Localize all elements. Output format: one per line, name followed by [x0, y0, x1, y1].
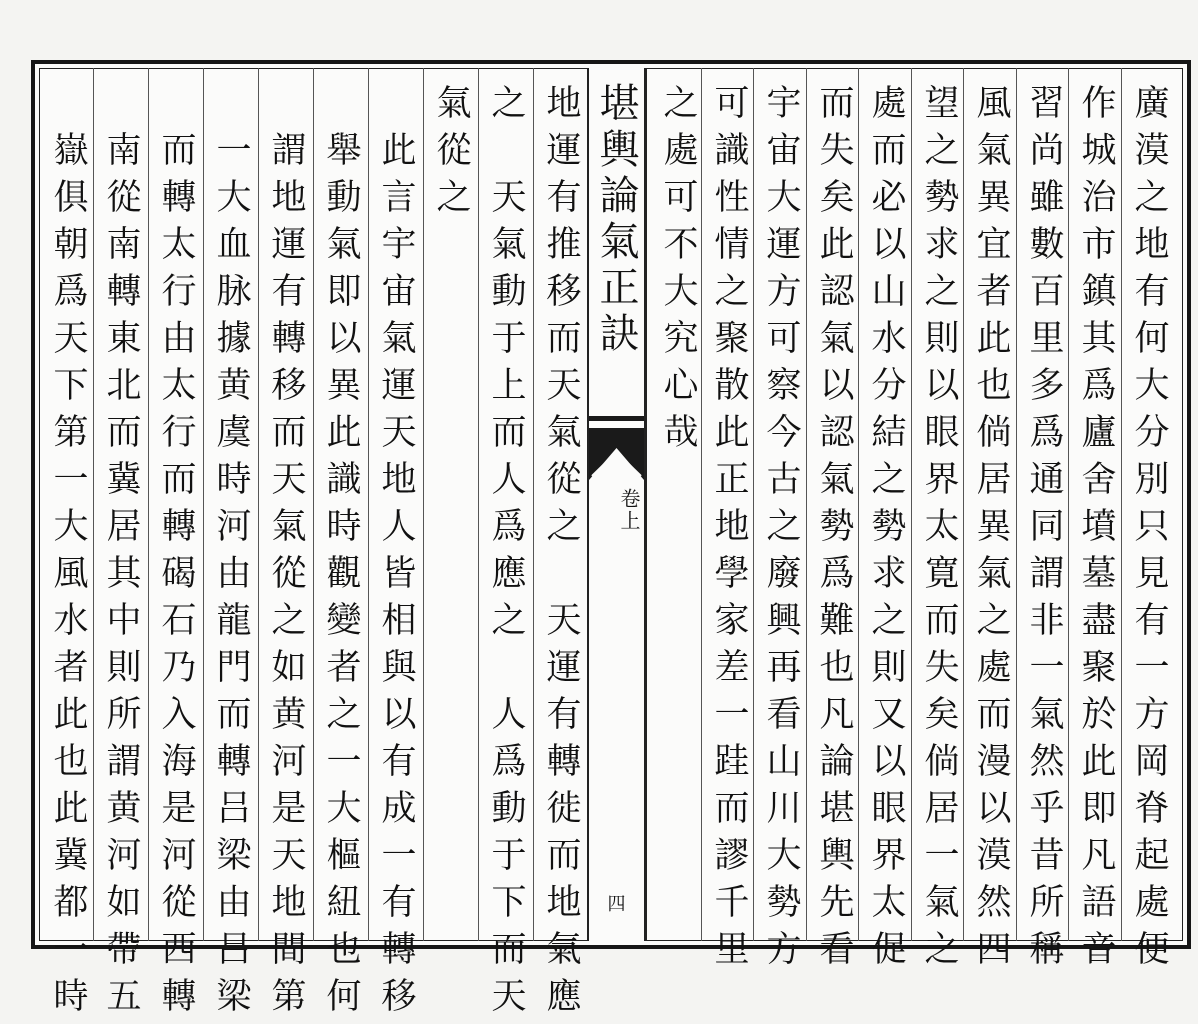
text-column: 作城治市鎮其爲廬舍墳墓盡聚於此即凡語音	[1076, 84, 1116, 977]
text-column: 可識性情之聚散此正地學家差一跬而謬千里	[709, 84, 749, 977]
text-column: 舉動氣即以異此識時觀變者之一大樞紐也何	[321, 84, 361, 1024]
text-column: 宇宙大運方可察今古之廢興再看山川大勢方	[761, 84, 801, 977]
text-column: 地運有推移而天氣從之 天運有轉徙而地氣應	[541, 84, 581, 1024]
column-rule	[911, 68, 912, 941]
column-rule	[258, 68, 259, 941]
fish-tail-ornament-icon	[589, 438, 644, 480]
column-rule	[93, 68, 94, 941]
column-rule	[858, 68, 859, 941]
column-rule	[963, 68, 964, 941]
book-title: 堪輿論氣正訣	[593, 82, 639, 358]
column-rule	[533, 68, 534, 941]
text-column: 望之勢求之則以眼界太寛而失矣倘居一氣之	[919, 84, 959, 977]
column-rule	[753, 68, 754, 941]
text-column: 之處可不大究心哉	[658, 84, 698, 460]
text-column: 風氣異宜者此也倘居異氣之處而漫以漠然四	[971, 84, 1011, 977]
text-column: 嶽俱朝爲天下第一大風水者此也此冀都一時	[48, 84, 88, 1024]
column-rule	[1016, 68, 1017, 941]
column-rule	[148, 68, 149, 941]
text-column: 處而必以山水分結之勢求之則又以眼界太促	[866, 84, 906, 977]
page-number: 四	[607, 894, 626, 915]
text-column: 一大血脉據黄虞時河由龍門而轉吕梁由吕梁	[211, 84, 251, 1024]
column-rule	[368, 68, 369, 941]
spine-divider-bar	[589, 428, 644, 438]
column-rule	[313, 68, 314, 941]
column-rule	[478, 68, 479, 941]
text-column: 氣從之	[431, 84, 471, 225]
column-rule	[806, 68, 807, 941]
text-column: 謂地運有轉移而天氣從之如黄河是天地間第	[266, 84, 306, 1024]
text-column: 而轉太行由太行而轉碣石乃入海是河從西轉	[156, 84, 196, 1024]
column-rule	[423, 68, 424, 941]
text-column: 習尚雖數百里多爲通同謂非一氣然乎昔所稱	[1024, 84, 1064, 977]
book-spine	[587, 68, 647, 941]
column-rule	[1068, 68, 1069, 941]
text-column: 之 天氣動于上而人爲應之 人爲動于下而天	[486, 84, 526, 1024]
column-rule	[1121, 68, 1122, 941]
text-column: 南從南轉東北而冀居其中則所謂黄河如帶五	[101, 84, 141, 1024]
text-column: 廣漠之地有何大分別只見有一方岡脊起處便	[1129, 84, 1169, 977]
spine-divider-bar	[589, 416, 644, 421]
column-rule	[203, 68, 204, 941]
volume-label: 卷上	[617, 488, 641, 532]
text-column: 此言宇宙氣運天地人皆相與以有成一有轉移	[376, 84, 416, 1024]
text-column: 而失矣此認氣以認氣勢爲難也凡論堪輿先看	[814, 84, 854, 977]
